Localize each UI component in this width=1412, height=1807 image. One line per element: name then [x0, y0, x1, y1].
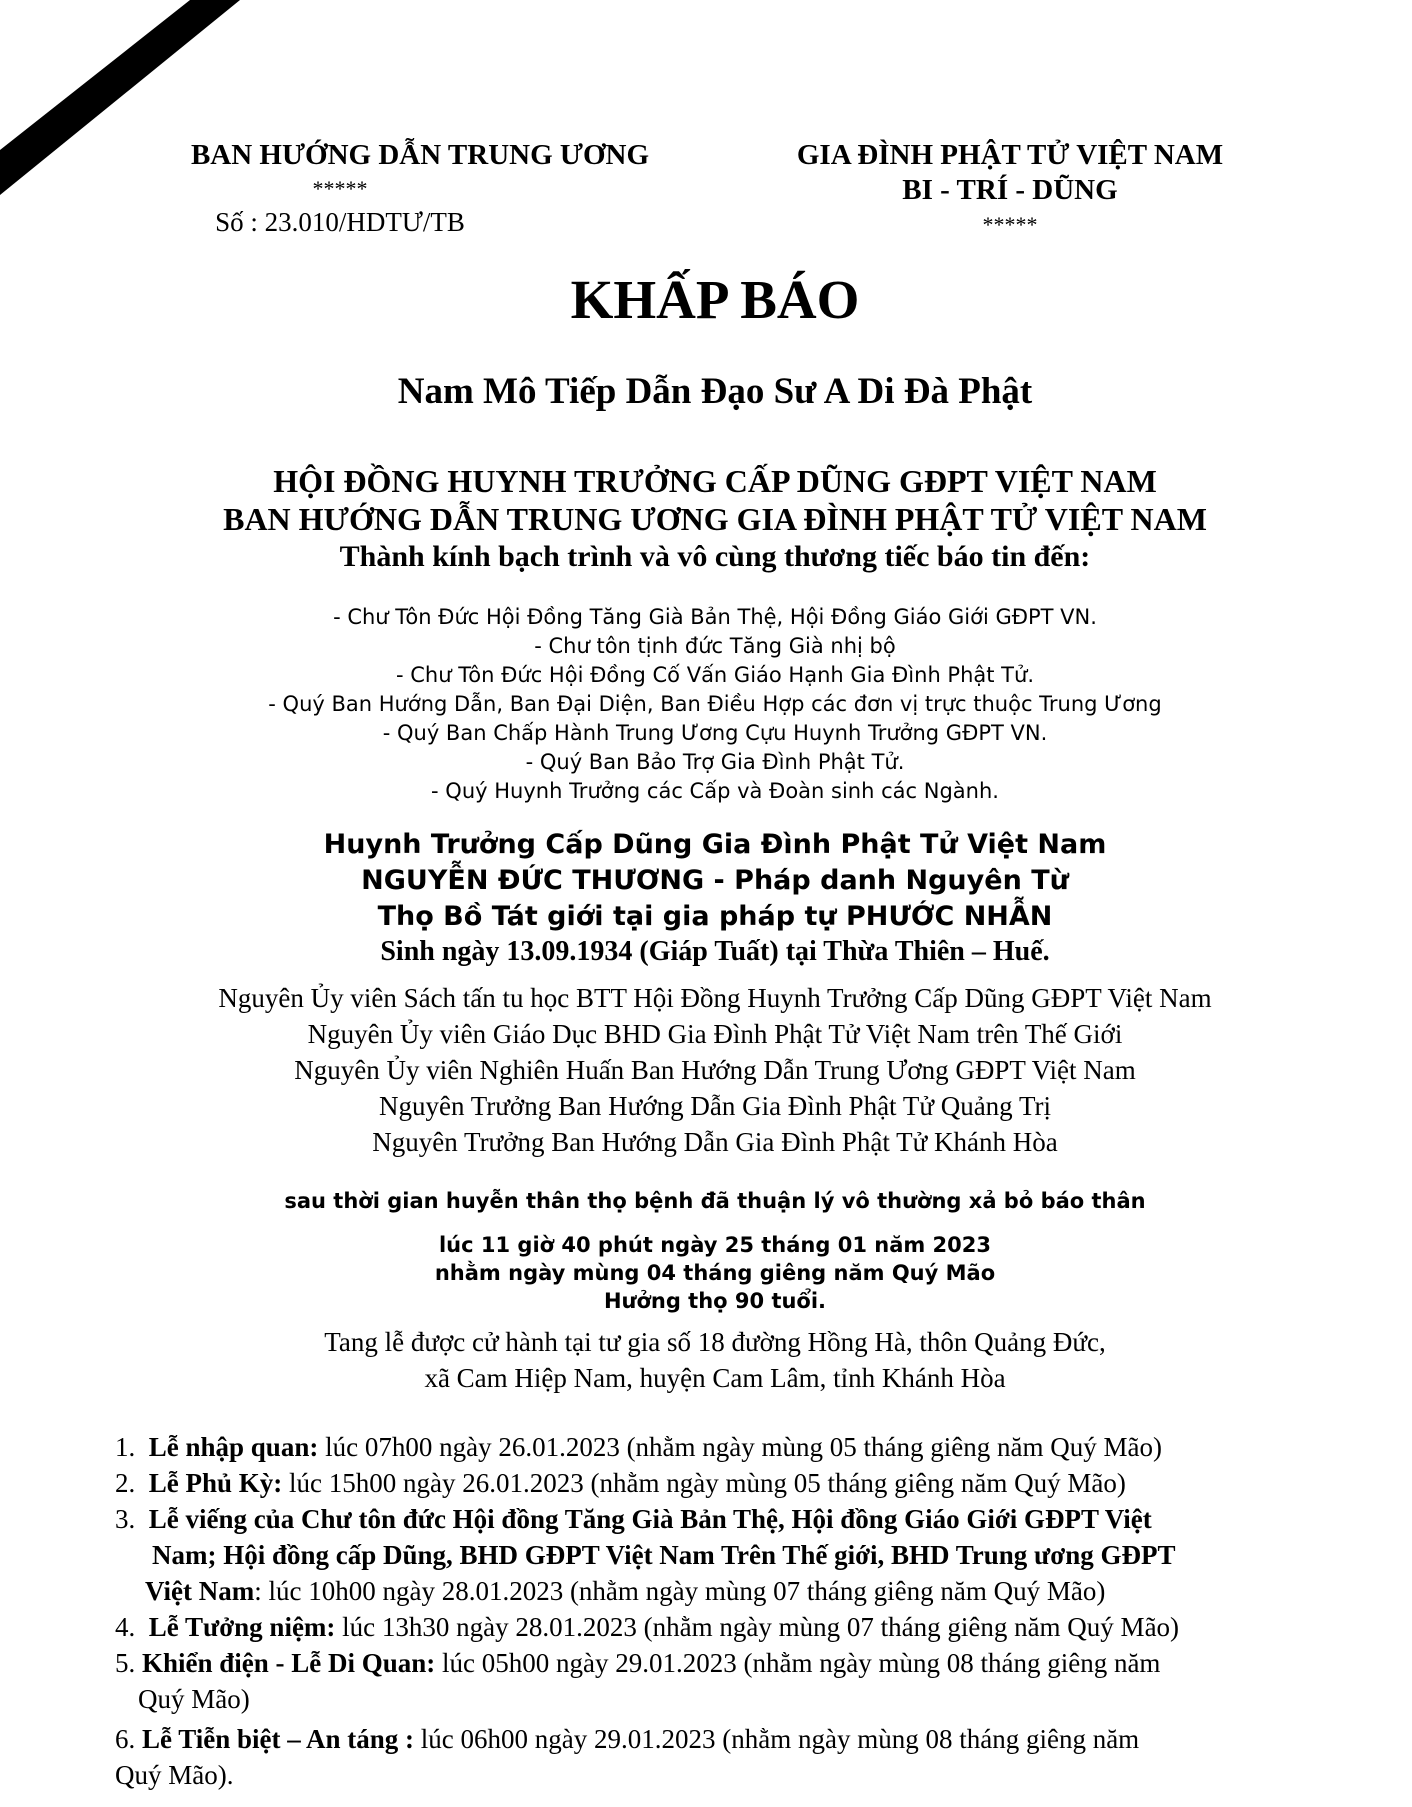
position-item: Nguyên Trưởng Ban Hướng Dẫn Gia Đình Phật Tử Khánh Hòa — [372, 1127, 1058, 1157]
passing-intro: sau thời gian huyễn thân thọ bệnh đã thuận lý vô thường xả bỏ báo thân — [284, 1189, 1146, 1213]
venue-line: Tang lễ được cử hành tại tư gia số 18 đường Hồng Hà, thôn Quảng Đức, — [324, 1327, 1106, 1357]
deceased-birth: Sinh ngày 13.09.1934 (Giáp Tuất) tại Thừa Thiên – Huế. — [380, 936, 1050, 967]
schedule-item-4: 4. Lễ Tưởng niệm: lúc 13h30 ngày 28.01.2023 (nhằm ngày mùng 07 tháng giêng năm Quý Mão) — [115, 1612, 1180, 1642]
schedule-item-1: 1. Lễ nhập quan: lúc 07h00 ngày 26.01.2023 (nhằm ngày mùng 05 tháng giêng năm Quý Mão) — [115, 1432, 1162, 1462]
position-item: Nguyên Ủy viên Giáo Dục BHD Gia Đình Phật Tử Việt Nam trên Thế Giới — [307, 1019, 1123, 1049]
header-left-stars: ***** — [312, 176, 368, 201]
schedule-item-3-line-2: Nam; Hội đồng cấp Dũng, BHD GĐPT Việt Nam Trên Thế giới, BHD Trung ương GĐPT — [152, 1540, 1176, 1570]
deceased-precepts: Thọ Bồ Tát giới tại gia pháp tự PHƯỚC NHẪN — [377, 901, 1053, 932]
position-item: Nguyên Ủy viên Nghiên Huấn Ban Hướng Dẫn Trung Ương GĐPT Việt Nam — [294, 1055, 1136, 1085]
passing-age: Hưởng thọ 90 tuổi. — [603, 1289, 827, 1313]
passing-time: lúc 11 giờ 40 phút ngày 25 tháng 01 năm 2023 — [438, 1233, 992, 1257]
announcement-intro: Thành kính bạch trình và vô cùng thương tiếc báo tin đến: — [339, 540, 1091, 573]
deceased-name: NGUYỄN ĐỨC THƯƠNG - Pháp danh Nguyên Từ — [361, 865, 1069, 896]
recipient-item: - Quý Ban Hướng Dẫn, Ban Đại Diện, Ban Điều Hợp các đơn vị trực thuộc Trung Ương — [268, 692, 1162, 716]
schedule-item-6: 6. Lễ Tiễn biệt – An táng : lúc 06h00 ngày 29.01.2023 (nhằm ngày mùng 08 tháng giêng năm — [115, 1724, 1140, 1754]
schedule-item-2: 2. Lễ Phủ Kỳ: lúc 15h00 ngày 26.01.2023 (nhằm ngày mùng 05 tháng giêng năm Quý Mão) — [115, 1468, 1126, 1498]
recipient-item: - Quý Ban Chấp Hành Trung Ương Cựu Huynh Trưởng GĐPT VN. — [382, 721, 1048, 745]
position-item: Nguyên Trưởng Ban Hướng Dẫn Gia Đình Phật Tử Quảng Trị — [379, 1091, 1051, 1121]
recipient-item: - Chư tôn tịnh đức Tăng Già nhị bộ — [534, 634, 896, 658]
venue-line: xã Cam Hiệp Nam, huyện Cam Lâm, tỉnh Khánh Hòa — [424, 1363, 1006, 1393]
header-left-org: BAN HƯỚNG DẪN TRUNG ƯƠNG — [190, 139, 650, 171]
deceased-rank: Huynh Trưởng Cấp Dũng Gia Đình Phật Tử Việt Nam — [323, 829, 1107, 860]
recipient-item: - Chư Tôn Đức Hội Đồng Tăng Già Bản Thệ, Hội Đồng Giáo Giới GĐPT VN. — [333, 605, 1097, 629]
recipient-item: - Quý Ban Bảo Trợ Gia Đình Phật Tử. — [525, 750, 905, 774]
schedule-item-5: 5. Khiển điện - Lễ Di Quan: lúc 05h00 ngày 29.01.2023 (nhằm ngày mùng 08 tháng giêng năm — [115, 1648, 1161, 1678]
issuer-line-1: HỘI ĐỒNG HUYNH TRƯỞNG CẤP DŨNG GĐPT VIỆT NAM — [273, 463, 1157, 499]
header-right-motto: BI - TRÍ - DŨNG — [902, 174, 1118, 206]
schedule-item-3-line-3: Việt Nam: lúc 10h00 ngày 28.01.2023 (nhằm ngày mùng 07 tháng giêng năm Quý Mão) — [145, 1576, 1106, 1606]
schedule-item-6-line-2: Quý Mão). — [115, 1760, 234, 1790]
recipient-item: - Chư Tôn Đức Hội Đồng Cố Vấn Giáo Hạnh Gia Đình Phật Tử. — [396, 663, 1034, 687]
schedule-item-3: 3. Lễ viếng của Chư tôn đức Hội đồng Tăng Già Bản Thệ, Hội đồng Giáo Giới GĐPT Việt — [115, 1504, 1152, 1534]
header-right-stars: ***** — [982, 212, 1038, 237]
document-number: Số : 23.010/HDTƯ/TB — [215, 207, 465, 237]
recipient-item: - Quý Huynh Trưởng các Cấp và Đoàn sinh các Ngành. — [431, 779, 999, 803]
invocation: Nam Mô Tiếp Dẫn Đạo Sư A Di Đà Phật — [397, 371, 1033, 412]
passing-lunar-date: nhằm ngày mùng 04 tháng giêng năm Quý Mão — [434, 1261, 996, 1285]
page-title: KHẤP BÁO — [570, 269, 860, 330]
header-right-org: GIA ĐÌNH PHẬT TỬ VIỆT NAM — [796, 139, 1224, 171]
schedule-item-5-line-2: Quý Mão) — [138, 1684, 250, 1714]
position-item: Nguyên Ủy viên Sách tấn tu học BTT Hội Đồng Huynh Trưởng Cấp Dũng GĐPT Việt Nam — [218, 983, 1212, 1013]
issuer-line-2: BAN HƯỚNG DẪN TRUNG ƯƠNG GIA ĐÌNH PHẬT TỬ VIỆT NAM — [223, 501, 1207, 537]
